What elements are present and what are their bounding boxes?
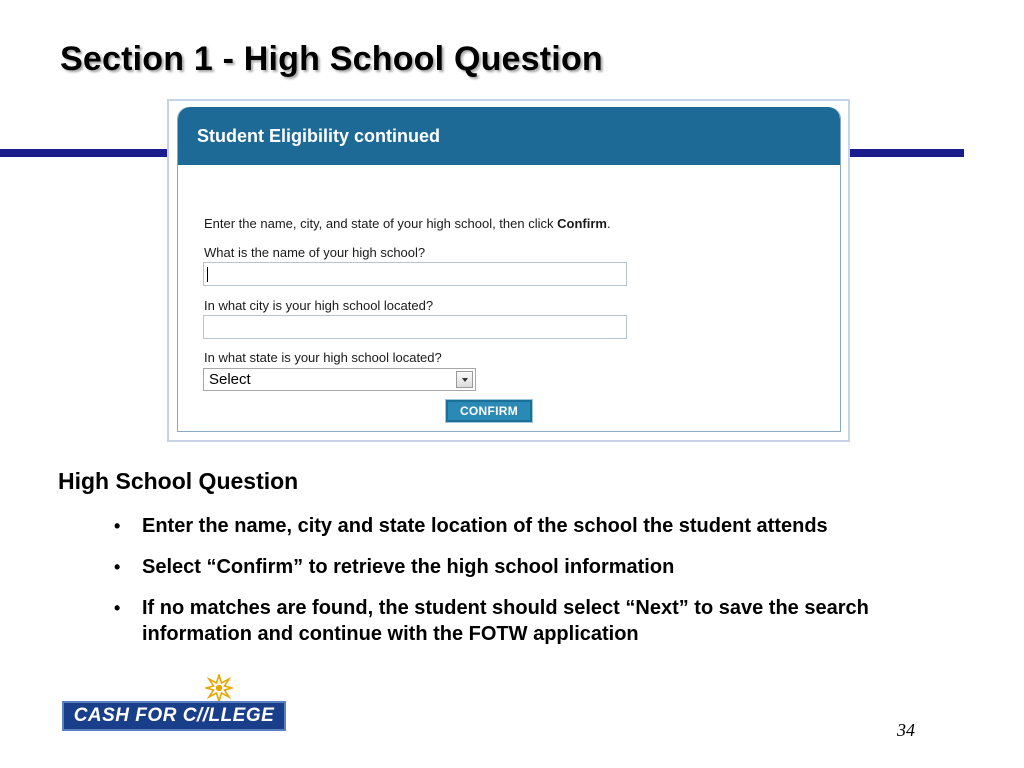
student-eligibility-panel — [177, 107, 841, 432]
cash-for-college-logo — [62, 674, 288, 734]
slide-title: Section 1 - High School Question — [60, 40, 603, 78]
star-burst-icon — [205, 674, 233, 702]
list-item — [114, 513, 934, 539]
city-input[interactable] — [203, 315, 627, 339]
screenshot-frame — [167, 99, 850, 442]
state-select[interactable] — [203, 368, 476, 391]
bullet-text: If no matches are found, the student should select “Next” to save the search information and continue with the FOTW application — [142, 597, 869, 645]
list-item — [114, 595, 934, 647]
logo-bar — [62, 701, 286, 731]
bullet-text: Select “Confirm” to retrieve the high school information — [142, 556, 675, 578]
school-name-input[interactable] — [203, 262, 627, 286]
state-label: In what state is your high school located? — [204, 350, 442, 365]
school-name-label: What is the name of your high school? — [204, 245, 426, 260]
list-item — [114, 554, 934, 580]
instruction-confirm-word: Confirm — [557, 216, 607, 231]
logo-text: CASH FOR C//LLEGE — [73, 705, 275, 726]
chevron-down-icon[interactable] — [456, 371, 473, 388]
bullet-icon: • — [114, 557, 121, 577]
bullet-icon: • — [114, 516, 121, 536]
instruction-period: . — [606, 216, 611, 231]
bullet-icon: • — [114, 598, 121, 618]
confirm-button[interactable]: CONFIRM — [446, 400, 532, 422]
title-rule-right — [850, 149, 964, 157]
state-select-value: Select — [209, 371, 251, 388]
form-instruction — [204, 216, 611, 231]
city-label: In what city is your high school located? — [204, 298, 434, 313]
page-number: 34 — [897, 720, 915, 740]
instruction-text: Enter the name, city, and state of your high school, then click — [204, 216, 558, 231]
bullet-list — [114, 513, 934, 662]
section-heading: High School Question — [58, 468, 299, 494]
text-caret — [207, 267, 208, 282]
title-rule-left — [0, 149, 170, 157]
bullet-text: Enter the name, city and state location of the school the student attends — [142, 515, 828, 537]
panel-header — [178, 107, 840, 165]
panel-title: Student Eligibility continued — [197, 125, 440, 146]
